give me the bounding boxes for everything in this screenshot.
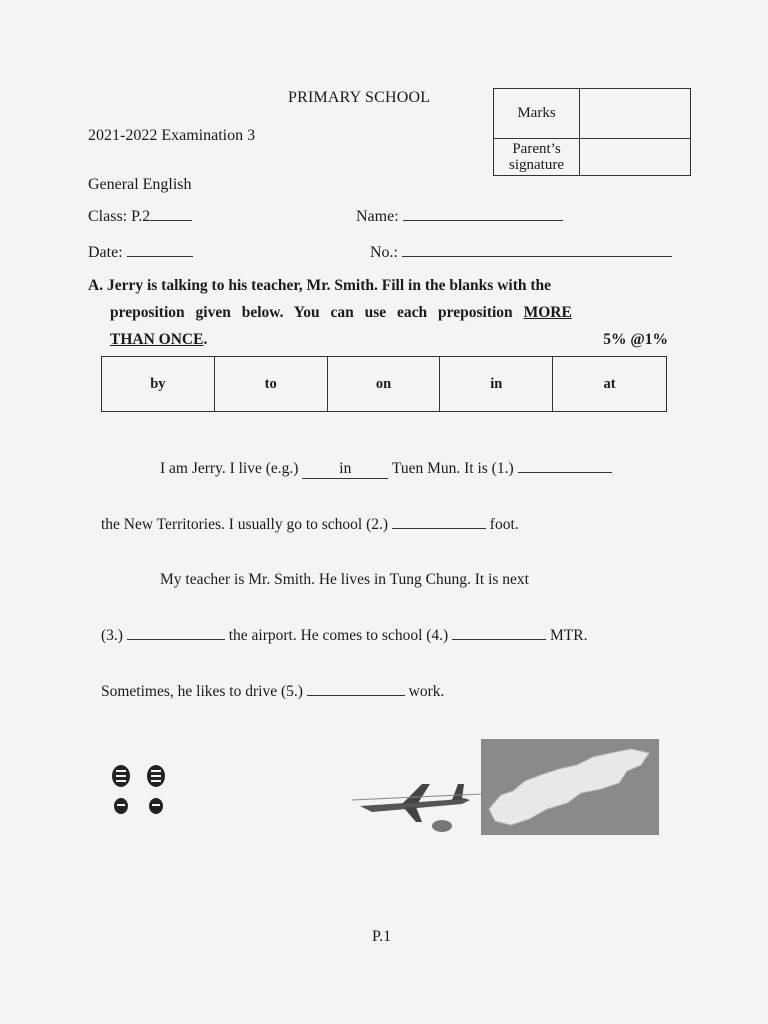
answer-blank-4[interactable] [452,639,546,640]
instruction-line-3: THAN ONCE. 5% @1% [88,326,668,353]
answer-blank-2[interactable] [392,528,486,529]
island-map-image [481,739,659,835]
example-answer: in [302,460,388,479]
instruction-line-1: A. Jerry is talking to his teacher, Mr. Smith. Fill in the blanks with the [88,277,552,294]
marks-value-cell[interactable] [580,89,690,139]
instruction-line-2: preposition given below. You can use each preposition MORE [110,304,572,321]
preposition-cell: on [328,357,441,411]
class-field [88,208,192,226]
emphasis-than-once: THAN ONCE [110,331,204,348]
signature-label [494,139,580,175]
name-blank[interactable] [403,220,563,221]
footprints-icon [104,764,180,826]
name-label: Name: [356,208,399,225]
answer-blank-1[interactable] [518,472,612,473]
signature-value-cell[interactable] [580,139,690,175]
answer-blank-3[interactable] [127,639,225,640]
passage-line-3: My teacher is Mr. Smith. He lives in Tung Chung. It is next [160,571,529,588]
exam-title: 2021-2022 Examination 3 [88,127,256,144]
preposition-cell: to [215,357,328,411]
number-field [370,244,672,262]
class-blank[interactable] [150,220,192,221]
name-field [356,208,563,226]
passage-line-5: Sometimes, he likes to drive (5.) work. [101,683,445,700]
emphasis-more: MORE [523,304,572,321]
date-blank[interactable] [127,256,193,257]
page-number: P.1 [372,928,392,945]
number-label: No.: [370,244,398,261]
score-label: 5% @1% [603,331,668,348]
island-shape [481,739,659,835]
marks-table [493,88,691,176]
class-label: Class: P.2 [88,208,151,225]
date-label: Date: [88,244,123,261]
preposition-cell: at [603,375,616,392]
signature-label-line1: Parent’s [512,141,561,157]
airplane-icon [352,770,482,836]
number-blank[interactable] [402,256,672,257]
prepositions-table [101,356,667,412]
signature-label-line2: signature [509,157,564,173]
preposition-cell: by [102,357,215,411]
date-field [88,244,193,262]
preposition-cell: in [440,357,553,411]
section-a-instruction [88,272,668,353]
marks-label: Marks [494,89,580,139]
passage-line-4: (3.) the airport. He comes to school (4.) MTR. [101,627,588,644]
passage-line-2: the New Territories. I usually go to school (2.) foot. [101,516,519,533]
school-title: PRIMARY SCHOOL [288,89,431,106]
passage-line-1: I am Jerry. I live (e.g.) in Tuen Mun. It is (1.) [160,460,612,479]
subject-title: General English [88,176,192,193]
answer-blank-5[interactable] [307,695,405,696]
